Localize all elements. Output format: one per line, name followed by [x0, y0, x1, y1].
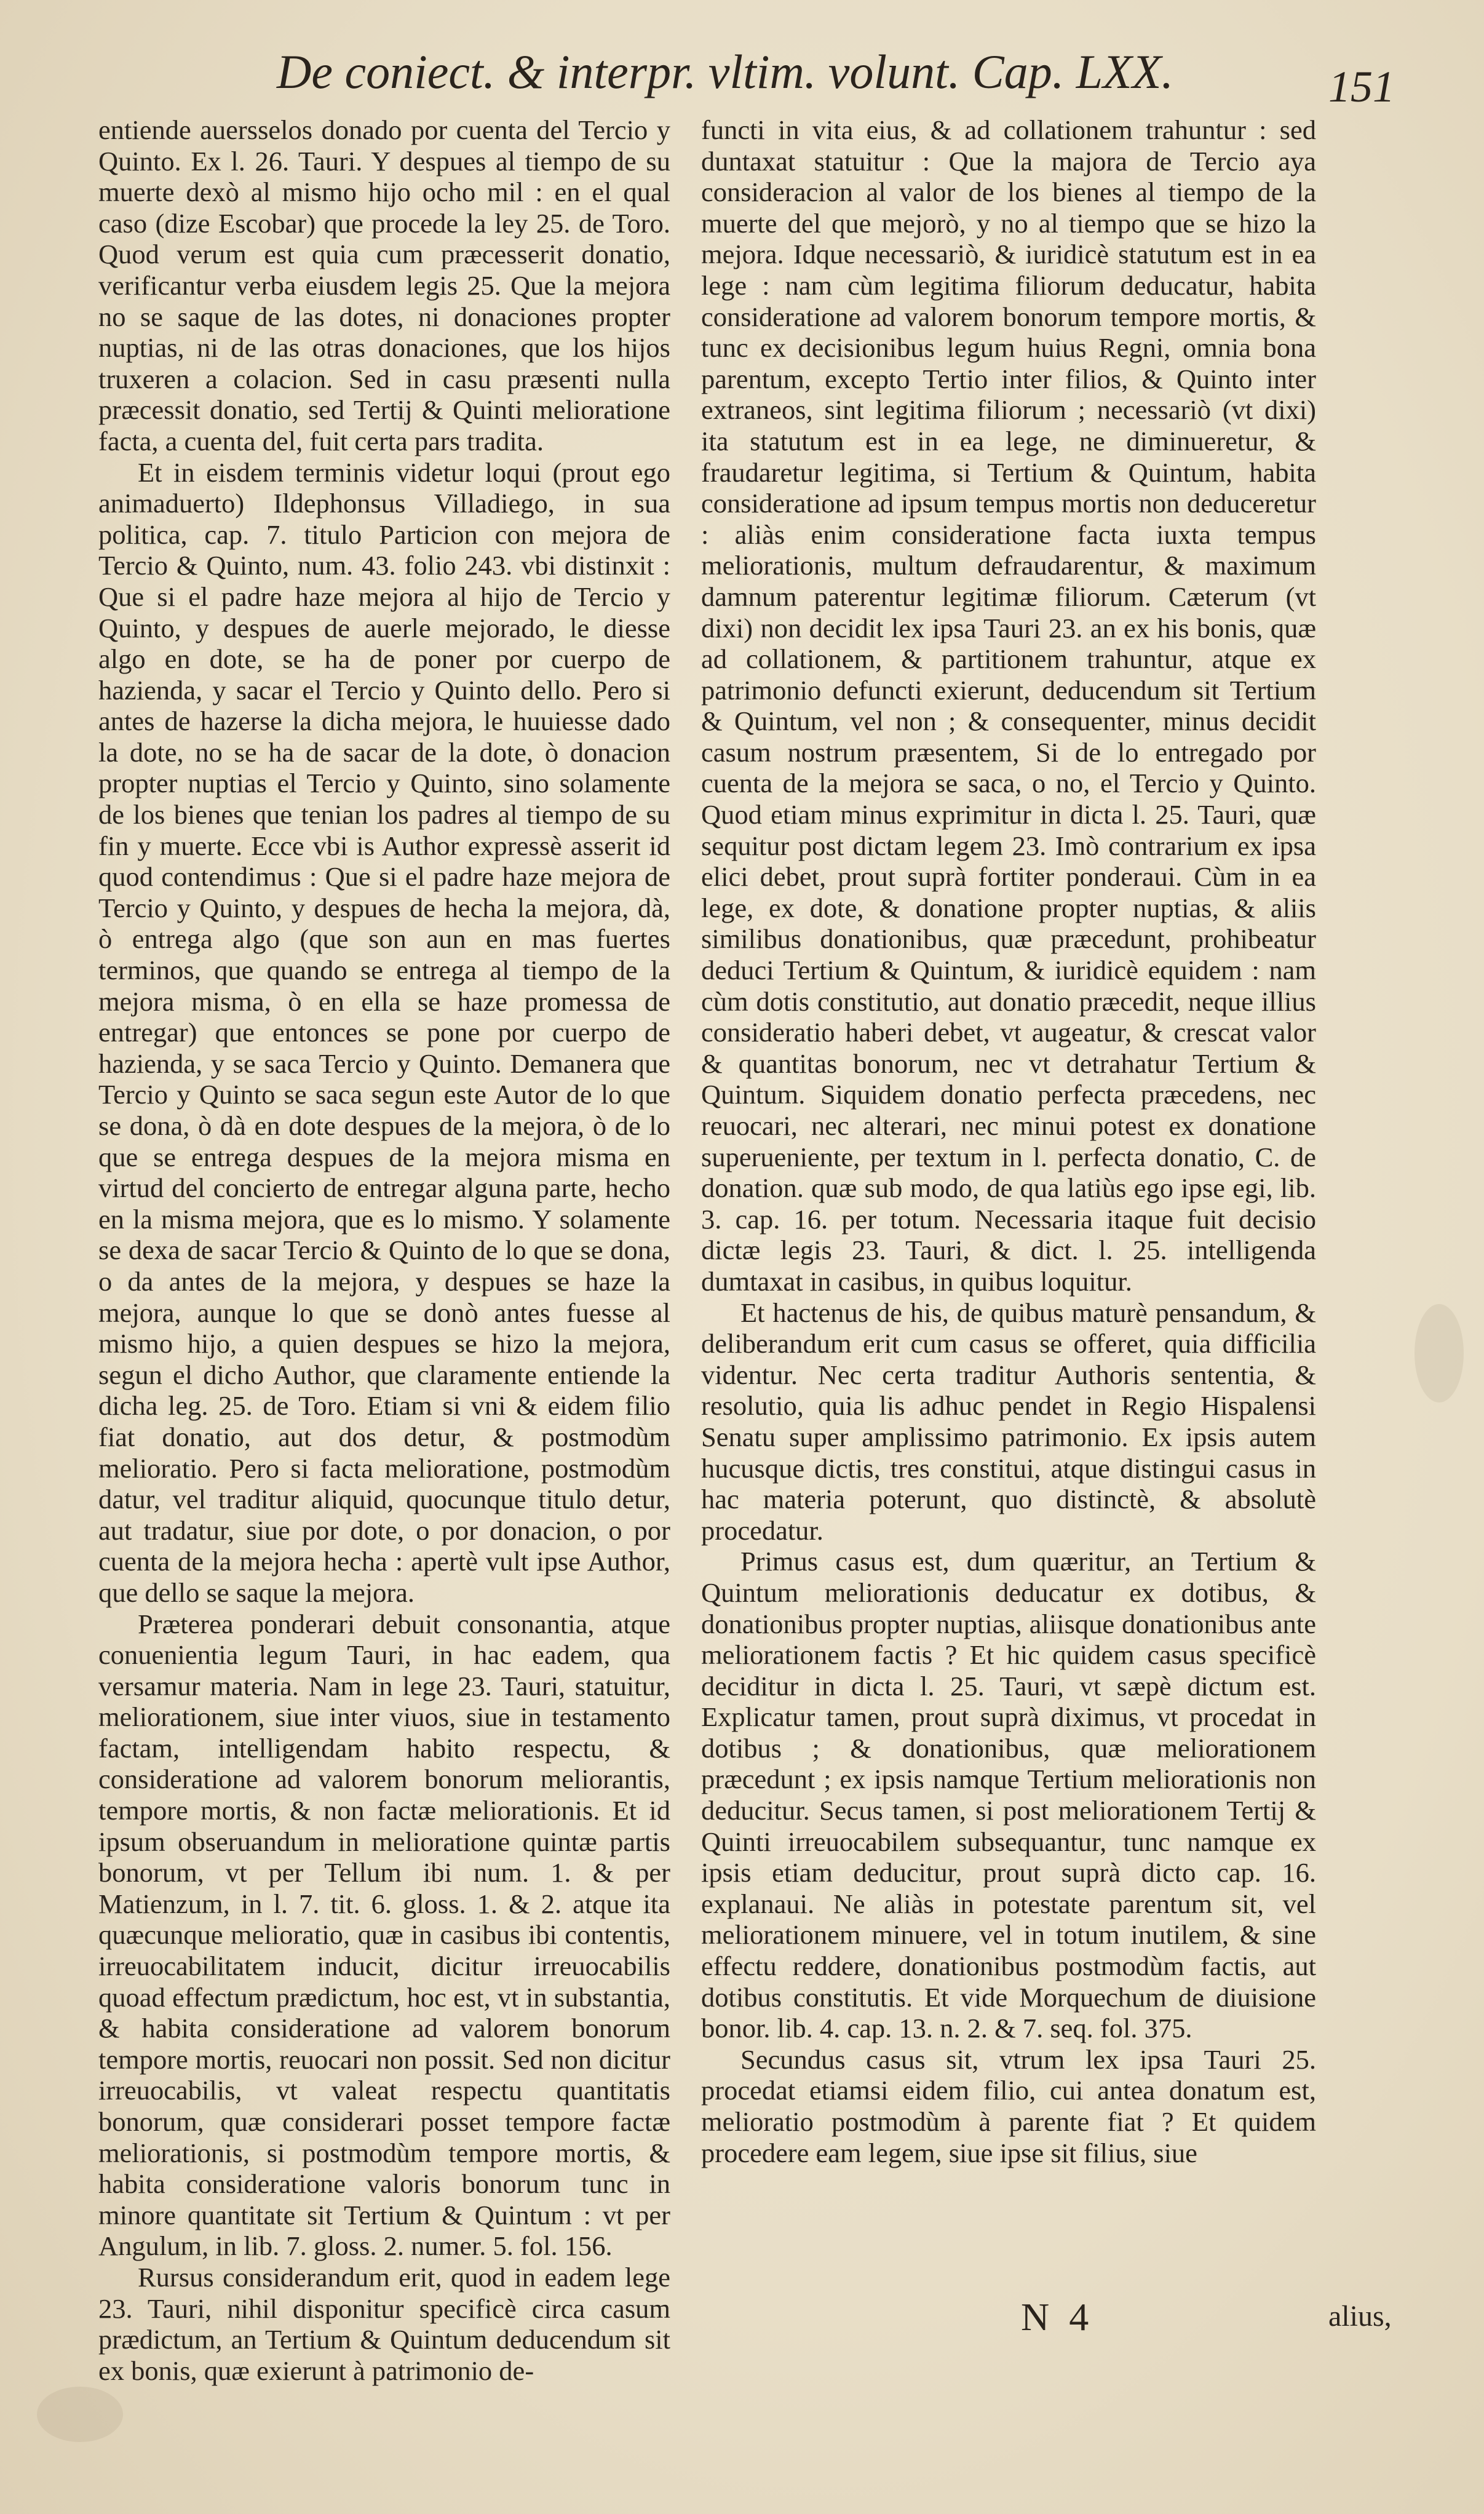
- paper-stain: [1415, 1304, 1464, 1402]
- right-text-column: [701, 114, 1316, 2168]
- paragraph: Et in eisdem terminis videtur loqui (prout ego animaduerto) Ildephonsus Villadiego, in sua politica, cap. 7. titulo Particion con mejora de Tercio & Quinto, num. 43. folio 243. vbi distinxit : Que si el padre haze mejora al hijo de Tercio y Quinto, y despues de auerle mejorado, le diesse algo en dote, se ha de poner por cuerpo de hazienda, y sacar el Tercio y Quinto dello. Pero si antes de hazerse la dicha mejora, le huuiesse dado la dote, no se ha de sacar de la dote, ò donacion propter nuptias el Tercio y Quinto, sino solamente de los bienes que tenian los padres al tiempo de su fin y muerte. Ecce vbi is Author expressè asserit id quod contendimus : Que si el padre haze mejora de Tercio y Quinto, y despues de hecha la mejora, dà, ò entrega algo (que son aun en mas fuertes terminos, que quando se entrega al tiempo de la mejora misma, ò en ella se haze promessa de entregar) que entonces se pone por cuerpo de hazienda, y se saca Tercio y Quinto. Demanera que Tercio y Quinto se saca segun este Autor de lo que se dona, ò dà en dote despues de la mejora, ò de lo que se entrega despues de la mejora misma en virtud del concierto de entregar alguna parte, hecho en la misma mejora, que es lo mismo. Y solamente se dexa de sacar Tercio & Quinto de lo que se dona, o da antes de la mejora, y despues se haze la mejora, aunque lo que se donò antes fuesse al mismo hijo, a quien despues se hizo la mejora, segun el dicho Author, que claramente entiende la dicha leg. 25. de Toro. Etiam si vni & eidem filio fiat donatio, aut dos detur, & postmodùm melioratio. Pero si facta melioratione, postmodùm datur, vel traditur aliquid, quocunque titulo detur, aut tradatur, siue por dote, o por donacion, o por cuenta de la mejora hecha : apertè vult ipse Author, que dello se saque la mejora.: [98, 456, 670, 1608]
- page-number: 151: [1328, 62, 1395, 111]
- paper-stain: [37, 2387, 123, 2442]
- paragraph: Præterea ponderari debuit consonantia, atque conuenientia legum Tauri, in hac eadem, qua versamur materia. Nam in lege 23. Tauri, statuitur, meliorationem, siue inter viuos, siue in testamento factam, intelligendam habito respectu, & consideratione ad valorem bonorum meliorantis, tempore mortis, & non factæ meliorationis. Et id ipsum obseruandum in melioratione quintæ partis bonorum, vt per Tellum ibi num. 1. & per Matienzum, in l. 7. tit. 6. gloss. 1. & 2. atque ita quæcunque melioratio, quæ in casibus ibi contentis, irreuocabilitatem inducit, dicitur irreuocabilis quoad effectum prædictum, hoc est, vt in substantia, & habita consideratione ad valorem bonorum tempore mortis, reuocari non possit. Sed non dicitur irreuocabilis, vt valeat respectu quantitatis bonorum, quæ considerari posset tempore factæ meliorationis, si postmodùm tempore mortis, & habita consideratione valoris bonorum tunc in minore quantitate sit Tertium & Quintum : vt per Angulum, in lib. 7. gloss. 2. numer. 5. fol. 156.: [98, 1608, 670, 2262]
- paragraph: Et hactenus de his, de quibus maturè pensandum, & deliberandum erit cum casus se offeret, quia difficilia videntur. Nec certa traditur Authoris sententia, & resolutio, quia lis adhuc pendet in Regio Hispalensi Senatu super amplissimo patrimonio. Ex ipsis autem hucusque dictis, tres constitui, atque distingui casus in hac materia poterunt, quo distinctè, & absolutè procedatur.: [701, 1297, 1316, 1546]
- catchword: alius,: [1328, 2300, 1392, 2333]
- running-title: De coniect. & interpr. vltim. volunt. Cap. LXX.: [277, 45, 1173, 98]
- paragraph: Rursus considerandum erit, quod in eadem lege 23. Tauri, nihil disponitur specificè circa casum prædictum, an Tertium & Quintum deducendum sit ex bonis, quæ exierunt à patrimonio de-: [98, 2261, 670, 2386]
- paragraph: Primus casus est, dum quæritur, an Tertium & Quintum meliorationis deducatur ex dotibus, & donationibus propter nuptias, aliisque donationibus ante meliorationem factis ? Et hic quidem casus specificè deciditur in dicta l. 25. Tauri, vt sæpè dictum est. Explicatur tamen, prout suprà diximus, vt procedat in dotibus ; & donationibus, quæ meliorationem præcedunt ; ex ipsis namque Tertium meliorationis non deducitur. Secus tamen, si post meliorationem Tertij & Quinti irreuocabilem subsequantur, tunc namque ex ipsis etiam deducitur, prout suprà dicto cap. 16. explanaui. Ne aliàs in potestate parentum sit, vel meliorationem minuere, vel in totum inutilem, & sine effectu reddere, donationibus postmodùm factis, aut dotibus constitutis. Et vide Morquechum de diuisione bonor. lib. 4. cap. 13. n. 2. & 7. seq. fol. 375.: [701, 1546, 1316, 2044]
- paragraph: functi in vita eius, & ad collationem trahuntur : sed duntaxat statuitur : Que la majora de Tercio aya consideracion al valor de los bienes al tiempo de la muerte del que mejorò, y no al tiempo que se hizo la mejora. Idque necessariò, & iuridicè statutum est in ea lege : nam cùm legitima filiorum deducatur, habita consideratione ad valorem bonorum tempore mortis, & tunc ex decisionibus legum huius Regni, omnia bona parentum, excepto Tertio inter filios, & Quinto inter extraneos, sint legitima filiorum ; necessariò (vt dixi) ita statutum est in ea lege, ne diminueretur, & fraudaretur legitima, si Tertium & Quintum, habita consideratione ad ipsum tempus mortis non deduceretur : aliàs enim consideratione facta iuxta tempus meliorationis, multum defraudarentur, & maximum damnum paterentur legitimæ filiorum. Cæterum (vt dixi) non decidit lex ipsa Tauri 23. an ex his bonis, quæ ad collationem, & partitionem trahuntur, atque ex patrimonio defuncti exierunt, deducendum sit Tertium & Quintum, vel non ; & consequenter, minus decidit casum nostrum præsentem, Si de lo entregado por cuenta de la mejora se saca, o no, el Tercio y Quinto. Quod etiam minus exprimitur in dicta l. 25. Tauri, quæ sequitur post dictam legem 23. Imò contrarium ex ipsa elici debet, prout suprà fortiter ponderaui. Cùm in ea lege, ex dote, & donatione propter nuptias, & aliis similibus donationibus, quæ præcedunt, prohibeatur deduci Tertium & Quintum, & iuridicè equidem : nam cùm dotis constitutio, aut donatio præcedit, neque illius consideratio haberi debet, vt augeatur, & crescat valor & quantitas bonorum, nec vt detrahatur Tertium & Quintum. Siquidem donatio perfecta præcedens, nec reuocari, nec alterari, nec minui potest ex donatione superueniente, per textum in l. perfecta donatio, C. de donation. quæ sub modo, de qua latiùs ego ipse egi, lib. 3. cap. 16. per totum. Necessaria itaque fuit decisio dictæ legis 23. Tauri, & dict. l. 25. intelligenda dumtaxat in casibus, in quibus loquitur.: [701, 114, 1316, 1297]
- paragraph: Secundus casus sit, vtrum lex ipsa Tauri 25. procedat etiamsi eidem filio, cui antea donatum est, melioratio postmodùm à parente fiat ? Et quidem procedere eam legem, siue ipse sit filius, siue: [701, 2043, 1316, 2168]
- paragraph: entiende auersselos donado por cuenta del Tercio y Quinto. Ex l. 26. Tauri. Y despues al tiempo de su muerte dexò al mismo hijo ocho mil : en el qual caso (dize Escobar) que procede la ley 25. de Toro. Quod verum est quia cum præcesserit donatio, verificantur verba eiusdem legis 25. Que la mejora no se saque de las dotes, ni donaciones propter nuptias, ni de las otras donaciones, que los hijos truxeren a colacion. Sed in casu præsenti nulla præcessit donatio, sed Tertij & Quinti melioratione facta, a cuenta del, fuit certa pars tradita.: [98, 114, 670, 456]
- left-text-column: [98, 114, 670, 2386]
- signature-mark: N 4: [1021, 2295, 1094, 2339]
